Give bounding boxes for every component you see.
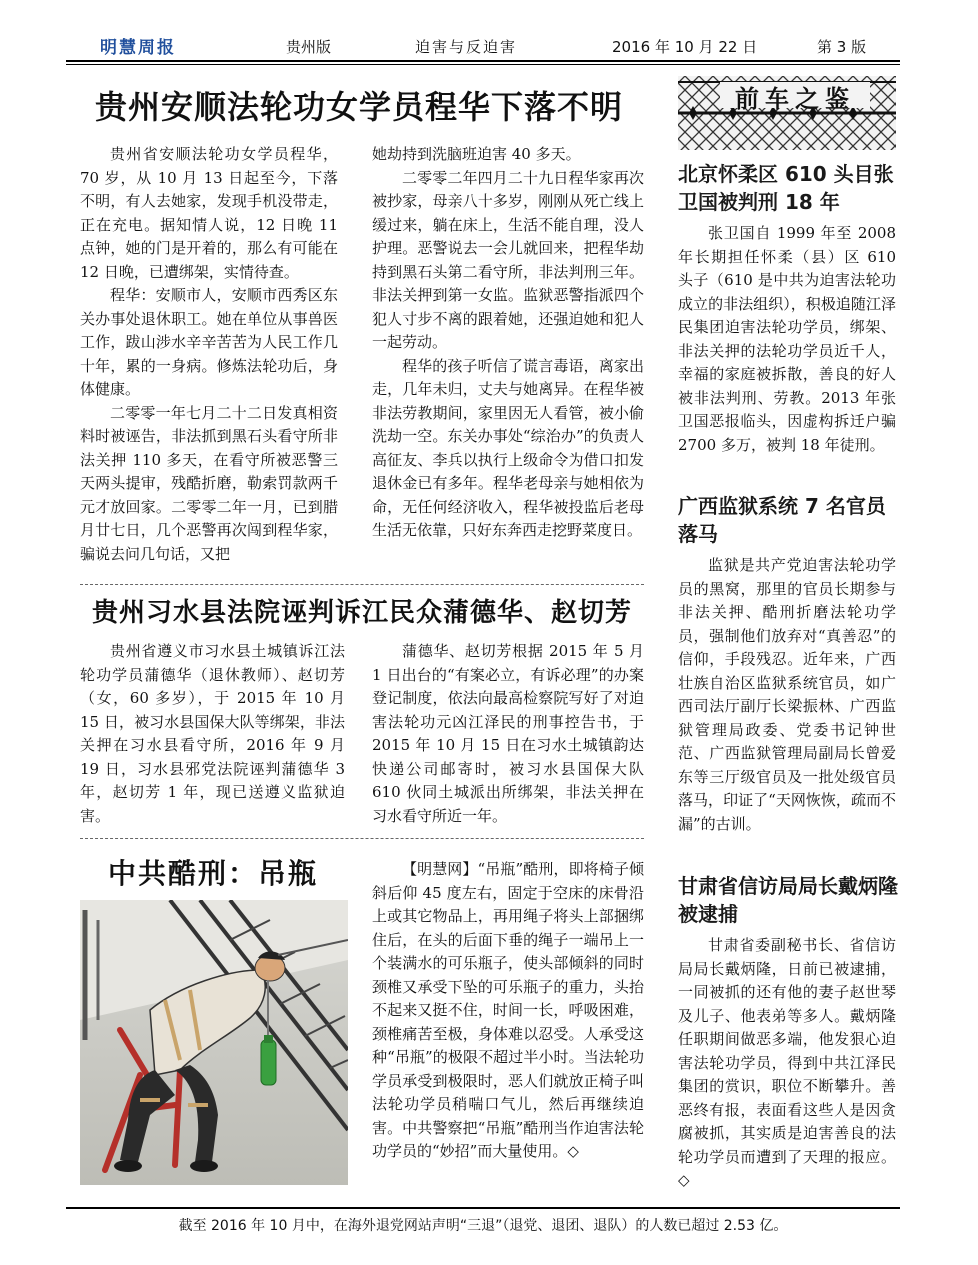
article1-paragraph: 二零零二年四月二十九日程华家再次被抄家，母亲八十多岁，刚刚从死亡线上缓过来，躺在床上，生活不能自理，没人护理。恶警说去一会儿就回来，把程华劫持到黑石头第二看守所，非法判刑三年。非法关押到第一女监。监狱恶警指派四个犯人寸步不离的跟着她，还强迫她和犯人一起劳动。 xyxy=(372,168,644,351)
sidebar-paragraph: 甘肃省委副秘书长、省信访局局长戴炳隆，日前已被逮捕，一同被抓的还有他的妻子赵世琴及儿子、他表弟等多人。戴炳隆任职期间做恶多端，他发狠心迫害法轮功学员，得到中共江泽民集团的赏识，职位不断攀升。善恶终有报，表面看这些人是因贪腐被抓，其实质是迫害善良的法轮功学员而遭到了天理的报应。◇ xyxy=(678,936,896,1189)
article3-title: 中共酷刑：吊瓶 xyxy=(108,857,319,890)
sidebar-banner xyxy=(678,76,896,150)
article1-paragraph: 贵州省安顺法轮功女学员程华，70 岁，从 10 月 13 日起至今，下落不明，有人去她家，发现手机没带走，正在充电。据知情人说，12 日晚 11 点钟，她的门是开着的，那么有可能在 12 日晚，已遭绑架，实情待查。 xyxy=(80,145,338,281)
divider xyxy=(80,838,644,839)
masthead: 明慧周报 xyxy=(100,38,176,58)
article1-title: 贵州安顺法轮功女学员程华下落不明 xyxy=(95,88,624,126)
sidebar-item-3-body xyxy=(678,934,896,1193)
header-rule xyxy=(66,60,900,62)
article1-column-1 xyxy=(80,143,338,566)
article1-paragraph: 她劫持到洗脑班迫害 40 多天。 xyxy=(372,145,581,163)
sidebar-item-3-title: 甘肃省信访局局长戴炳隆被逮捕 xyxy=(678,874,898,926)
torture-illustration xyxy=(80,900,348,1185)
header-rule-thin xyxy=(66,64,900,65)
footer-notice: 截至 2016 年 10 月中，在海外退党网站声明“三退”（退党、退团、退队）的人数已超过 2.53 亿。 xyxy=(178,1218,788,1234)
section-label: 迫害与反迫害 xyxy=(415,38,518,56)
article2-paragraph: 贵州省遵义市习水县土城镇诉江法轮功学员蒲德华（退休教师）、赵切芳（女，60 多岁），于 2015 年 10 月 15 日，被习水县国保大队等绑架，非法关押在习水县看守所，2016 年 9 月 19 日，习水县邪党法院诬判蒲德华 3 年，赵切芳 1 年，现已送遵义监狱迫害。 xyxy=(80,642,345,825)
sidebar-item-2-title: 广西监狱系统 7 名官员落马 xyxy=(678,494,886,546)
sidebar-paragraph: 监狱是共产党迫害法轮功学员的黑窝，那里的官员长期参与非法关押、酷刑折磨法轮功学员，强制他们放弃对“真善忍”的信仰，手段残忍。近年来，广西壮族自治区监狱系统官员，如广西司法厅副厅长梁振林、广西监狱管理局政委、党委书记钟世范、广西监狱管理局副局长曾爱东等三厅级官员及一批处级官员落马，印证了“天网恢恢，疏而不漏”的古训。 xyxy=(678,556,896,833)
article2-column-2 xyxy=(372,640,644,828)
divider xyxy=(80,584,644,585)
sidebar-banner-title: 前车之鉴 xyxy=(735,84,855,113)
edition-label: 贵州版 xyxy=(286,38,332,56)
sidebar-item-1-body xyxy=(678,222,896,457)
torture-illustration-svg xyxy=(80,900,348,1185)
article3-body xyxy=(372,858,644,1164)
article1-paragraph: 程华的孩子听信了谎言毒语，离家出走，几年未归，丈夫与她离异。在程华被非法劳教期间，家里因无人看管，被小偷洗劫一空。东关办事处“综治办”的负责人高征友、李兵以执行上级命令为借口扣发退休金已有多年。程华老母亲与她相依为命，无任何经济收入，程华被投监后老母生活无依靠，只好东奔西走挖野菜度日。 xyxy=(372,356,644,539)
footer-rule xyxy=(66,1207,900,1209)
article1-column-2 xyxy=(372,143,644,543)
article2-column-1 xyxy=(80,640,345,828)
sidebar-item-1-title: 北京怀柔区 610 头目张卫国被判刑 18 年 xyxy=(678,162,894,214)
page-number: 第 3 版 xyxy=(817,38,867,56)
sidebar-paragraph: 张卫国自 1999 年至 2008 年长期担任怀柔（县）区 610 头子（610 是中共为迫害法轮功成立的非法组织），积极追随江泽民集团迫害法轮功学员，绑架、非法关押的法轮功学员近千人，幸福的家庭被拆散，善良的好人被非法判刑、劳教。2013 年张卫国恶报临头，因虚构拆迁户骗 2700 多万，被判 18 年徒刑。 xyxy=(678,224,896,454)
article2-title: 贵州习水县法院诬判诉江民众蒲德华、赵切芳 xyxy=(92,598,633,628)
sidebar-item-2-body xyxy=(678,554,896,836)
article2-paragraph: 蒲德华、赵切芳根据 2015 年 5 月 1 日出台的“有案必立，有诉必理”的办案登记制度，依法向最高检察院写好了对迫害法轮功元凶江泽民的刑事控告书，于 2015 年 10 月 15 日在习水土城镇韵达快递公司邮寄时，被习水县国保大队 610 伙同土城派出所绑架，非法关押在习水看守所近一年。 xyxy=(372,642,644,825)
article1-paragraph: 二零零一年七月二十二日发真相资料时被诬告，非法抓到黑石头看守所非法关押 110 多天，在看守所被恶警三天两头提审，残酷折磨，勒索罚款两千元才放回家。二零零二年一月，已到腊月廿七日，几个恶警再次闯到程华家，骗说去问几句话，又把 xyxy=(80,403,338,563)
article1-paragraph: 程华：安顺市人，安顺市西秀区东关办事处退休职工。她在单位从事兽医工作，跋山涉水辛辛苦苦为人民工作几十年，累的一身病。修炼法轮功后，身体健康。 xyxy=(80,286,338,398)
article3-paragraph: 【明慧网】“吊瓶”酷刑，即将椅子倾斜后仰 45 度左右，固定于空床的床骨沿上或其它物品上，再用绳子将头上部捆绑住后，在头的后面下垂的绳子一端吊上一个装满水的可乐瓶子，使头部倾斜的同时颈椎又承受下坠的可乐瓶子的重力，头抬不起来又挺不住，时间一长，呼吸困难，颈椎痛苦至极，身体难以忍受。人承受这种“吊瓶”的极限不超过半小时。当法轮功学员承受到极限时，恶人们就放正椅子叫法轮功学员稍喘口气儿，然后再继续迫害。中共警察把“吊瓶”酷刑当作迫害法轮功学员的“妙招”而大量使用。◇ xyxy=(372,860,644,1160)
issue-date: 2016 年 10 月 22 日 xyxy=(612,38,758,56)
